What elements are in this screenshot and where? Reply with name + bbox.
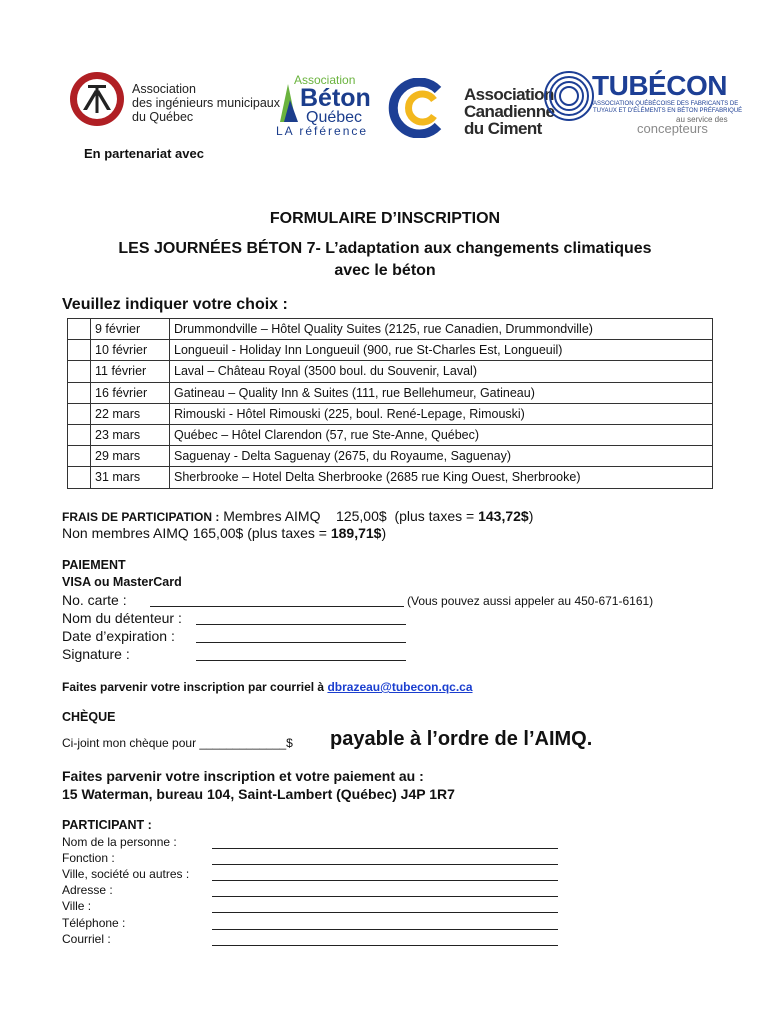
participant-heading: PARTICIPANT :	[62, 818, 152, 832]
participant-phone-label: Téléphone :	[62, 916, 126, 930]
participant-function-field[interactable]	[212, 850, 558, 865]
participant-phone-field[interactable]	[212, 915, 558, 930]
fees-members-label: Membres AIMQ	[223, 508, 321, 524]
acc-logo-text: Association Canadienne du Ciment	[464, 85, 555, 138]
expiry-label: Date d’expiration :	[62, 628, 175, 644]
beton-logo-tagline: LA référence	[276, 124, 369, 138]
beton-logo-line1: Association	[294, 73, 356, 87]
table-row	[68, 403, 713, 424]
beton-logo-line3: Québec	[306, 109, 363, 126]
session-checkbox[interactable]	[68, 467, 91, 488]
cheque-enclosed-label: Ci-joint mon chèque pour	[62, 736, 197, 750]
participant-name-field[interactable]	[212, 834, 558, 849]
holder-label: Nom du détenteur :	[62, 610, 182, 626]
table-row	[68, 340, 713, 361]
session-location: Rimouski - Hôtel Rimouski (225, boul. René-Lepage, Rimouski)	[170, 403, 713, 424]
session-date: 9 février	[91, 319, 170, 340]
tubecon-logo-name: TUBÉCON	[592, 70, 727, 101]
cheque-amount-field[interactable]: _____________$	[199, 736, 293, 750]
session-location: Saguenay - Delta Saguenay (2675, du Royaume, Saguenay)	[170, 446, 713, 467]
participant-company-label: Ville, société ou autres :	[62, 867, 190, 881]
participant-city-field[interactable]	[212, 898, 558, 913]
aimq-logo-icon	[68, 70, 126, 128]
choice-heading: Veuillez indiquer votre choix :	[62, 296, 288, 313]
session-checkbox[interactable]	[68, 446, 91, 467]
signature-field[interactable]	[196, 646, 406, 661]
table-row	[68, 319, 713, 340]
table-row	[68, 446, 713, 467]
fees-members-line	[62, 508, 533, 524]
participant-address-field[interactable]	[212, 882, 558, 897]
session-date: 10 février	[91, 340, 170, 361]
event-title-line2: avec le béton	[334, 262, 436, 279]
event-title-line1: LES JOURNÉES BÉTON 7- L’adaptation aux changements climatiques	[118, 240, 652, 257]
session-checkbox[interactable]	[68, 319, 91, 340]
session-location: Québec – Hôtel Clarendon (57, rue Ste-Anne, Québec)	[170, 424, 713, 445]
fees-close-paren: )	[381, 525, 387, 541]
participant-function-label: Fonction :	[62, 851, 115, 865]
signature-label: Signature :	[62, 646, 130, 662]
session-checkbox[interactable]	[68, 424, 91, 445]
mail-instruction: Faites parvenir votre inscription et votre paiement au :	[62, 768, 424, 784]
payment-cards: VISA ou MasterCard	[62, 575, 182, 589]
beton-logo-line2: Béton	[300, 84, 371, 112]
fees-members-tax: (plus taxes =	[394, 508, 475, 524]
session-date: 29 mars	[91, 446, 170, 467]
session-date: 11 février	[91, 361, 170, 382]
cheque-payable: payable à l’ordre de l’AIMQ.	[330, 728, 593, 750]
holder-field[interactable]	[196, 610, 406, 625]
aimq-logo-text: Association des ingénieurs municipaux du Québec	[132, 82, 281, 124]
email-instruction-line	[62, 680, 473, 694]
mail-address: 15 Waterman, bureau 104, Saint-Lambert (Québec) J4P 1R7	[62, 786, 455, 802]
participant-email-field[interactable]	[212, 931, 558, 946]
table-row	[68, 361, 713, 382]
fees-members-price: 125,00$	[336, 508, 387, 524]
tubecon-logo-subtitle: ASSOCIATION QUÉBÉCOISE DES FABRICANTS DE TUYAUX ET D'ÉLÉMENTS EN BÉTON PRÉFABRIQUÉ	[593, 101, 743, 114]
email-instruction: Faites parvenir votre inscription par courriel à	[62, 680, 325, 694]
card-number-field[interactable]	[150, 592, 404, 607]
participant-company-field[interactable]	[212, 866, 558, 881]
fees-label: FRAIS DE PARTICIPATION :	[62, 510, 220, 524]
session-table	[67, 318, 713, 489]
fees-nonmembers-text: Non membres AIMQ 165,00$ (plus taxes =	[62, 525, 327, 541]
participant-name-label: Nom de la personne :	[62, 835, 177, 849]
tubecon-tagline-1: au service des	[676, 115, 728, 124]
cheque-heading: CHÈQUE	[62, 710, 116, 724]
fees-close-paren: )	[528, 508, 534, 524]
session-checkbox[interactable]	[68, 361, 91, 382]
session-date: 23 mars	[91, 424, 170, 445]
fees-members-total: 143,72$	[478, 508, 529, 524]
participant-email-label: Courriel :	[62, 932, 111, 946]
session-checkbox[interactable]	[68, 403, 91, 424]
expiry-field[interactable]	[196, 628, 406, 643]
session-date: 31 mars	[91, 467, 170, 488]
session-date: 16 février	[91, 382, 170, 403]
cheque-line	[62, 736, 293, 750]
participant-city-label: Ville :	[62, 899, 92, 913]
phone-note: (Vous pouvez aussi appeler au 450-671-6161)	[407, 594, 654, 608]
session-checkbox[interactable]	[68, 340, 91, 361]
form-title: FORMULAIRE D’INSCRIPTION	[269, 210, 501, 227]
table-row	[68, 424, 713, 445]
tubecon-tagline-2: concepteurs	[637, 121, 708, 136]
card-number-label: No. carte :	[62, 592, 127, 608]
email-link[interactable]: dbrazeau@tubecon.qc.ca	[327, 680, 473, 694]
session-location: Sherbrooke – Hotel Delta Sherbrooke (2685 rue King Ouest, Sherbrooke)	[170, 467, 713, 488]
fees-nonmembers-total: 189,71$	[330, 525, 382, 541]
tubecon-logo-icon	[543, 70, 595, 122]
participant-address-label: Adresse :	[62, 883, 113, 897]
session-location: Longueuil - Holiday Inn Longueuil (900, rue St-Charles Est, Longueuil)	[170, 340, 713, 361]
payment-heading: PAIEMENT	[62, 558, 126, 572]
session-location: Laval – Château Royal (3500 boul. du Souvenir, Laval)	[170, 361, 713, 382]
session-location: Gatineau – Quality Inn & Suites (111, rue Bellehumeur, Gatineau)	[170, 382, 713, 403]
partnership-label: En partenariat avec	[84, 146, 204, 161]
session-checkbox[interactable]	[68, 382, 91, 403]
acc-c-logo-icon	[386, 78, 452, 138]
fees-nonmembers-line	[62, 525, 386, 541]
session-location: Drummondville – Hôtel Quality Suites (2125, rue Canadien, Drummondville)	[170, 319, 713, 340]
table-row	[68, 382, 713, 403]
session-date: 22 mars	[91, 403, 170, 424]
table-row	[68, 467, 713, 488]
